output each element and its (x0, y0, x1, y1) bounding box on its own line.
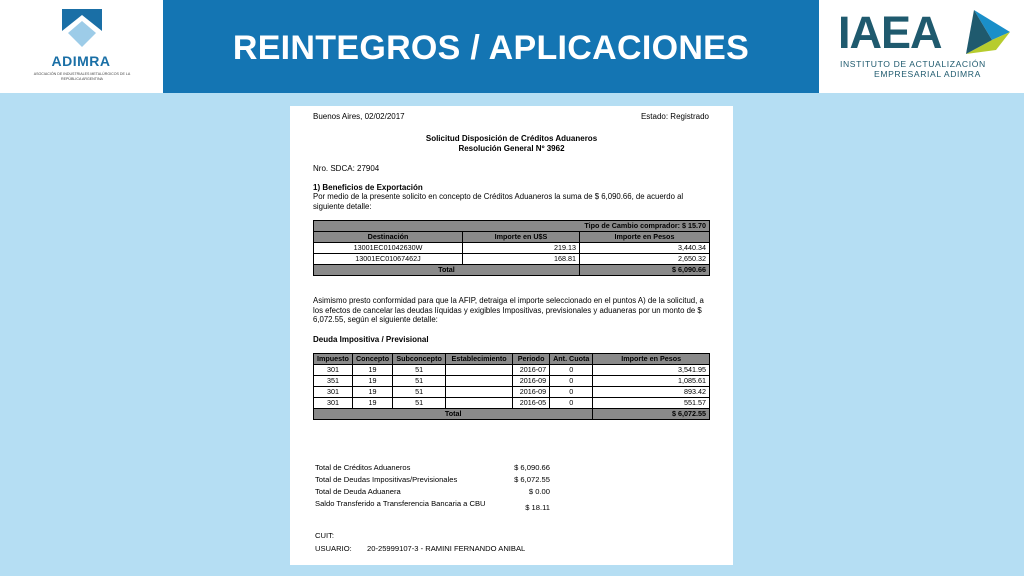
section2-title: Deuda Impositiva / Previsional (313, 335, 429, 344)
iaea-logo-line2: EMPRESARIAL ADIMRA (874, 69, 981, 79)
page-title: REINTEGROS / APLICACIONES (232, 29, 750, 67)
export-benefits-table (313, 220, 710, 276)
cell: 19 (352, 398, 392, 409)
document-subtitle: Resolución General Nº 3962 (458, 144, 565, 153)
title-band (163, 0, 819, 93)
cell: 351 (314, 376, 353, 387)
cell: 301 (314, 365, 353, 376)
cell: 2,650.32 (580, 254, 710, 265)
iaea-logo-icon (966, 10, 1010, 54)
col-impuesto: Impuesto (314, 354, 353, 365)
cell (446, 365, 513, 376)
col-importe-pesos: Importe en Pesos (580, 232, 710, 243)
cell: 0 (550, 387, 593, 398)
summary-row (315, 475, 550, 485)
summary-value: $ 18.11 (525, 503, 550, 512)
cell: 2016-07 (513, 365, 550, 376)
total-value: $ 6,090.66 (580, 265, 710, 276)
cell (446, 376, 513, 387)
cell: 893.42 (593, 387, 710, 398)
cell: 301 (314, 387, 353, 398)
total-value: $ 6,072.55 (593, 409, 710, 420)
section1-title: 1) Beneficios de Exportación (313, 183, 423, 192)
cell: 219.13 (463, 243, 580, 254)
summary-row (315, 487, 550, 497)
iaea-logo-subtitle (840, 59, 986, 79)
cell: 1,085.61 (593, 376, 710, 387)
cell: 168.81 (463, 254, 580, 265)
summary-value: $ 0.00 (528, 487, 550, 496)
iaea-logo-name: IAEA (838, 7, 942, 58)
table-row (314, 243, 710, 254)
summary-row (315, 499, 550, 519)
summary-label: Total de Deuda Aduanera (315, 487, 401, 496)
tax-debt-table (313, 353, 710, 420)
cuit-label: CUIT: (315, 531, 334, 540)
exchange-rate: Tipo de Cambio comprador: $ 15.70 (314, 221, 710, 232)
cell: 2016-09 (513, 387, 550, 398)
col-establecimiento: Establecimiento (446, 354, 513, 365)
cell: 551.57 (593, 398, 710, 409)
cell: 2016-05 (513, 398, 550, 409)
summary-label: Saldo Transferido a Transferencia Bancaria a CBU (315, 499, 486, 508)
adimra-logo (0, 0, 163, 93)
document-page (290, 106, 733, 565)
table-row (314, 398, 710, 409)
summary-row (315, 463, 550, 473)
section1-text: Por medio de la presente solicito en concepto de Créditos Aduaneros la suma de $ 6,090.66, de acuerdo al siguiente detalle: (313, 192, 684, 211)
document-title: Solicitud Disposición de Créditos Aduaneros (425, 134, 598, 143)
sdca-number: Nro. SDCA: 27904 (313, 164, 380, 173)
cell (446, 387, 513, 398)
adimra-logo-icon (62, 9, 102, 51)
col-destinacion: Destinación (314, 232, 463, 243)
cell: 51 (393, 365, 446, 376)
col-periodo: Periodo (513, 354, 550, 365)
iaea-logo-line1: INSTITUTO DE ACTUALIZACIÓN (840, 59, 986, 69)
table-row (314, 387, 710, 398)
cell: 0 (550, 365, 593, 376)
cell: 19 (352, 376, 392, 387)
usuario-value: 20-25999107-3 - RAMINI FERNANDO ANIBAL (367, 544, 526, 553)
total-label: Total (314, 265, 580, 276)
cell: 2016-09 (513, 376, 550, 387)
usuario-label: USUARIO: (315, 544, 352, 553)
cell: 51 (393, 398, 446, 409)
status-text: Estado: Registrado (640, 112, 709, 121)
cell: 3,541.95 (593, 365, 710, 376)
cell: 0 (550, 376, 593, 387)
cell: 51 (393, 387, 446, 398)
cell: 19 (352, 365, 392, 376)
adimra-logo-name: ADIMRA (51, 53, 111, 69)
cell: 0 (550, 398, 593, 409)
cell: 51 (393, 376, 446, 387)
conformity-text: Asimismo presto conformidad para que la AFIP, detraiga el importe seleccionado en el puntos A) de la solicitud, a los efectos de cancelar las deudas líquidas y exigibles Impositivas, previsionales y aduaneras por un monto de $ 6,072.55, según el siguiente detalle: (313, 296, 704, 325)
col-importe-pesos: Importe en Pesos (593, 354, 710, 365)
adimra-logo-subtitle: ASOCIACIÓN DE INDUSTRIALES METALÚRGICOS DE LA REPÚBLICA ARGENTINA (33, 72, 131, 81)
summary-label: Total de Créditos Aduaneros (315, 463, 411, 472)
place-date: Buenos Aires, 02/02/2017 (313, 112, 405, 121)
total-label: Total (314, 409, 593, 420)
table-row (314, 254, 710, 265)
table-row (314, 376, 710, 387)
cell: 3,440.34 (580, 243, 710, 254)
col-importe-usd: Importe en U$S (463, 232, 580, 243)
cell: 13001EC01042630W (314, 243, 463, 254)
cell: 301 (314, 398, 353, 409)
col-concepto: Concepto (352, 354, 392, 365)
summary-value: $ 6,090.66 (514, 463, 550, 472)
cell (446, 398, 513, 409)
cell: 13001EC01067462J (314, 254, 463, 265)
summary-value: $ 6,072.55 (514, 475, 550, 484)
col-subconcepto: Subconcepto (393, 354, 446, 365)
summary-label: Total de Deudas Impositivas/Previsionales (315, 475, 458, 484)
col-ant-cuota: Ant. Cuota (550, 354, 593, 365)
cell: 19 (352, 387, 392, 398)
table-row (314, 365, 710, 376)
